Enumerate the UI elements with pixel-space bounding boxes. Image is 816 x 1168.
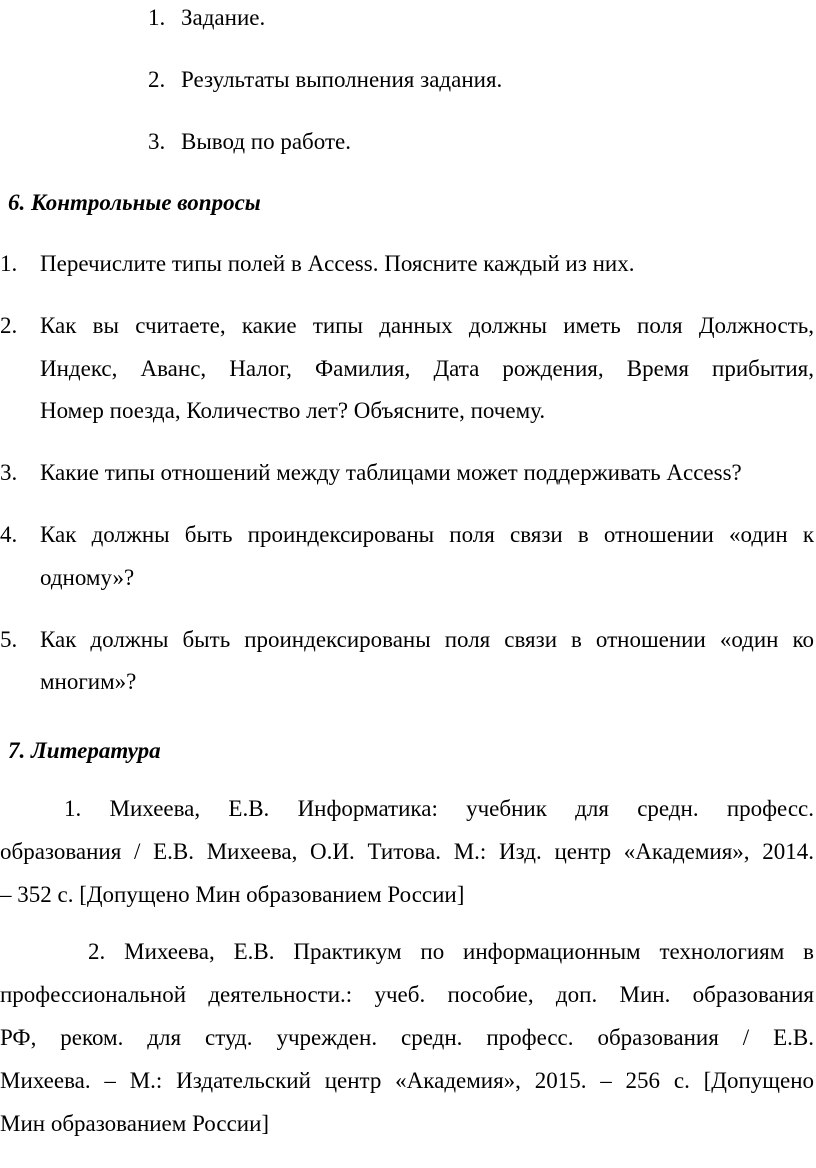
question-text: Какие типы отношений между таблицами может поддерживать Access? [40, 460, 742, 485]
literature-line: Михеева. – М.: Издательский центр «Академия», 2015. – 256 с. [Допущено [0, 1068, 814, 1093]
literature-line: 1. Михеева, Е.В. Информатика: учебник для средн. професс. [64, 796, 814, 821]
question-text: Индекс, Аванс, Налог, Фамилия, Дата рождения, Время прибытия, [40, 356, 814, 381]
question-text: Как должны быть проиндексированы поля связи в отношении «один ко [40, 627, 814, 652]
section-heading-control-questions: 6. Контрольные вопросы [8, 190, 261, 215]
question-number: 2. [0, 313, 18, 338]
question-text: одному»? [40, 565, 135, 590]
literature-line: – 352 с. [Допущено Мин образованием России] [0, 882, 465, 907]
question-text: многим»? [40, 669, 137, 694]
question-number: 5. [0, 627, 18, 652]
question-text: Как вы считаете, какие типы данных должны иметь поля Должность, [40, 313, 814, 338]
literature-line: РФ, реком. для студ. учрежден. средн. професс. образования / Е.В. [0, 1025, 814, 1050]
report-item-text: Вывод по работе. [181, 129, 351, 154]
report-item-text: Результаты выполнения задания. [181, 67, 503, 92]
report-item [148, 66, 503, 94]
question-number: 3. [0, 460, 18, 485]
report-item-text: Задание. [181, 5, 266, 30]
question-text: Перечислите типы полей в Access. Поясните каждый из них. [40, 251, 635, 276]
report-item [148, 4, 266, 32]
question-text: Как должны быть проиндексированы поля связи в отношении «один к [40, 522, 814, 547]
question-text: Номер поезда, Количество лет? Объясните, почему. [40, 398, 546, 423]
literature-line: Мин образованием России] [0, 1111, 270, 1136]
literature-line: профессиональной деятельности.: учеб. пособие, доп. Мин. образования [0, 982, 814, 1007]
report-item-number: 2. [148, 67, 166, 92]
report-item-number: 1. [148, 5, 166, 30]
section-heading-literature: 7. Литература [8, 738, 161, 763]
question-number: 1. [0, 251, 18, 276]
report-item [148, 128, 351, 156]
literature-line: 2. Михеева, Е.В. Практикум по информационным технологиям в [88, 939, 814, 964]
question-number: 4. [0, 522, 18, 547]
literature-line: образования / Е.В. Михеева, О.И. Титова. М.: Изд. центр «Академия», 2014. [0, 839, 814, 864]
report-item-number: 3. [148, 129, 166, 154]
